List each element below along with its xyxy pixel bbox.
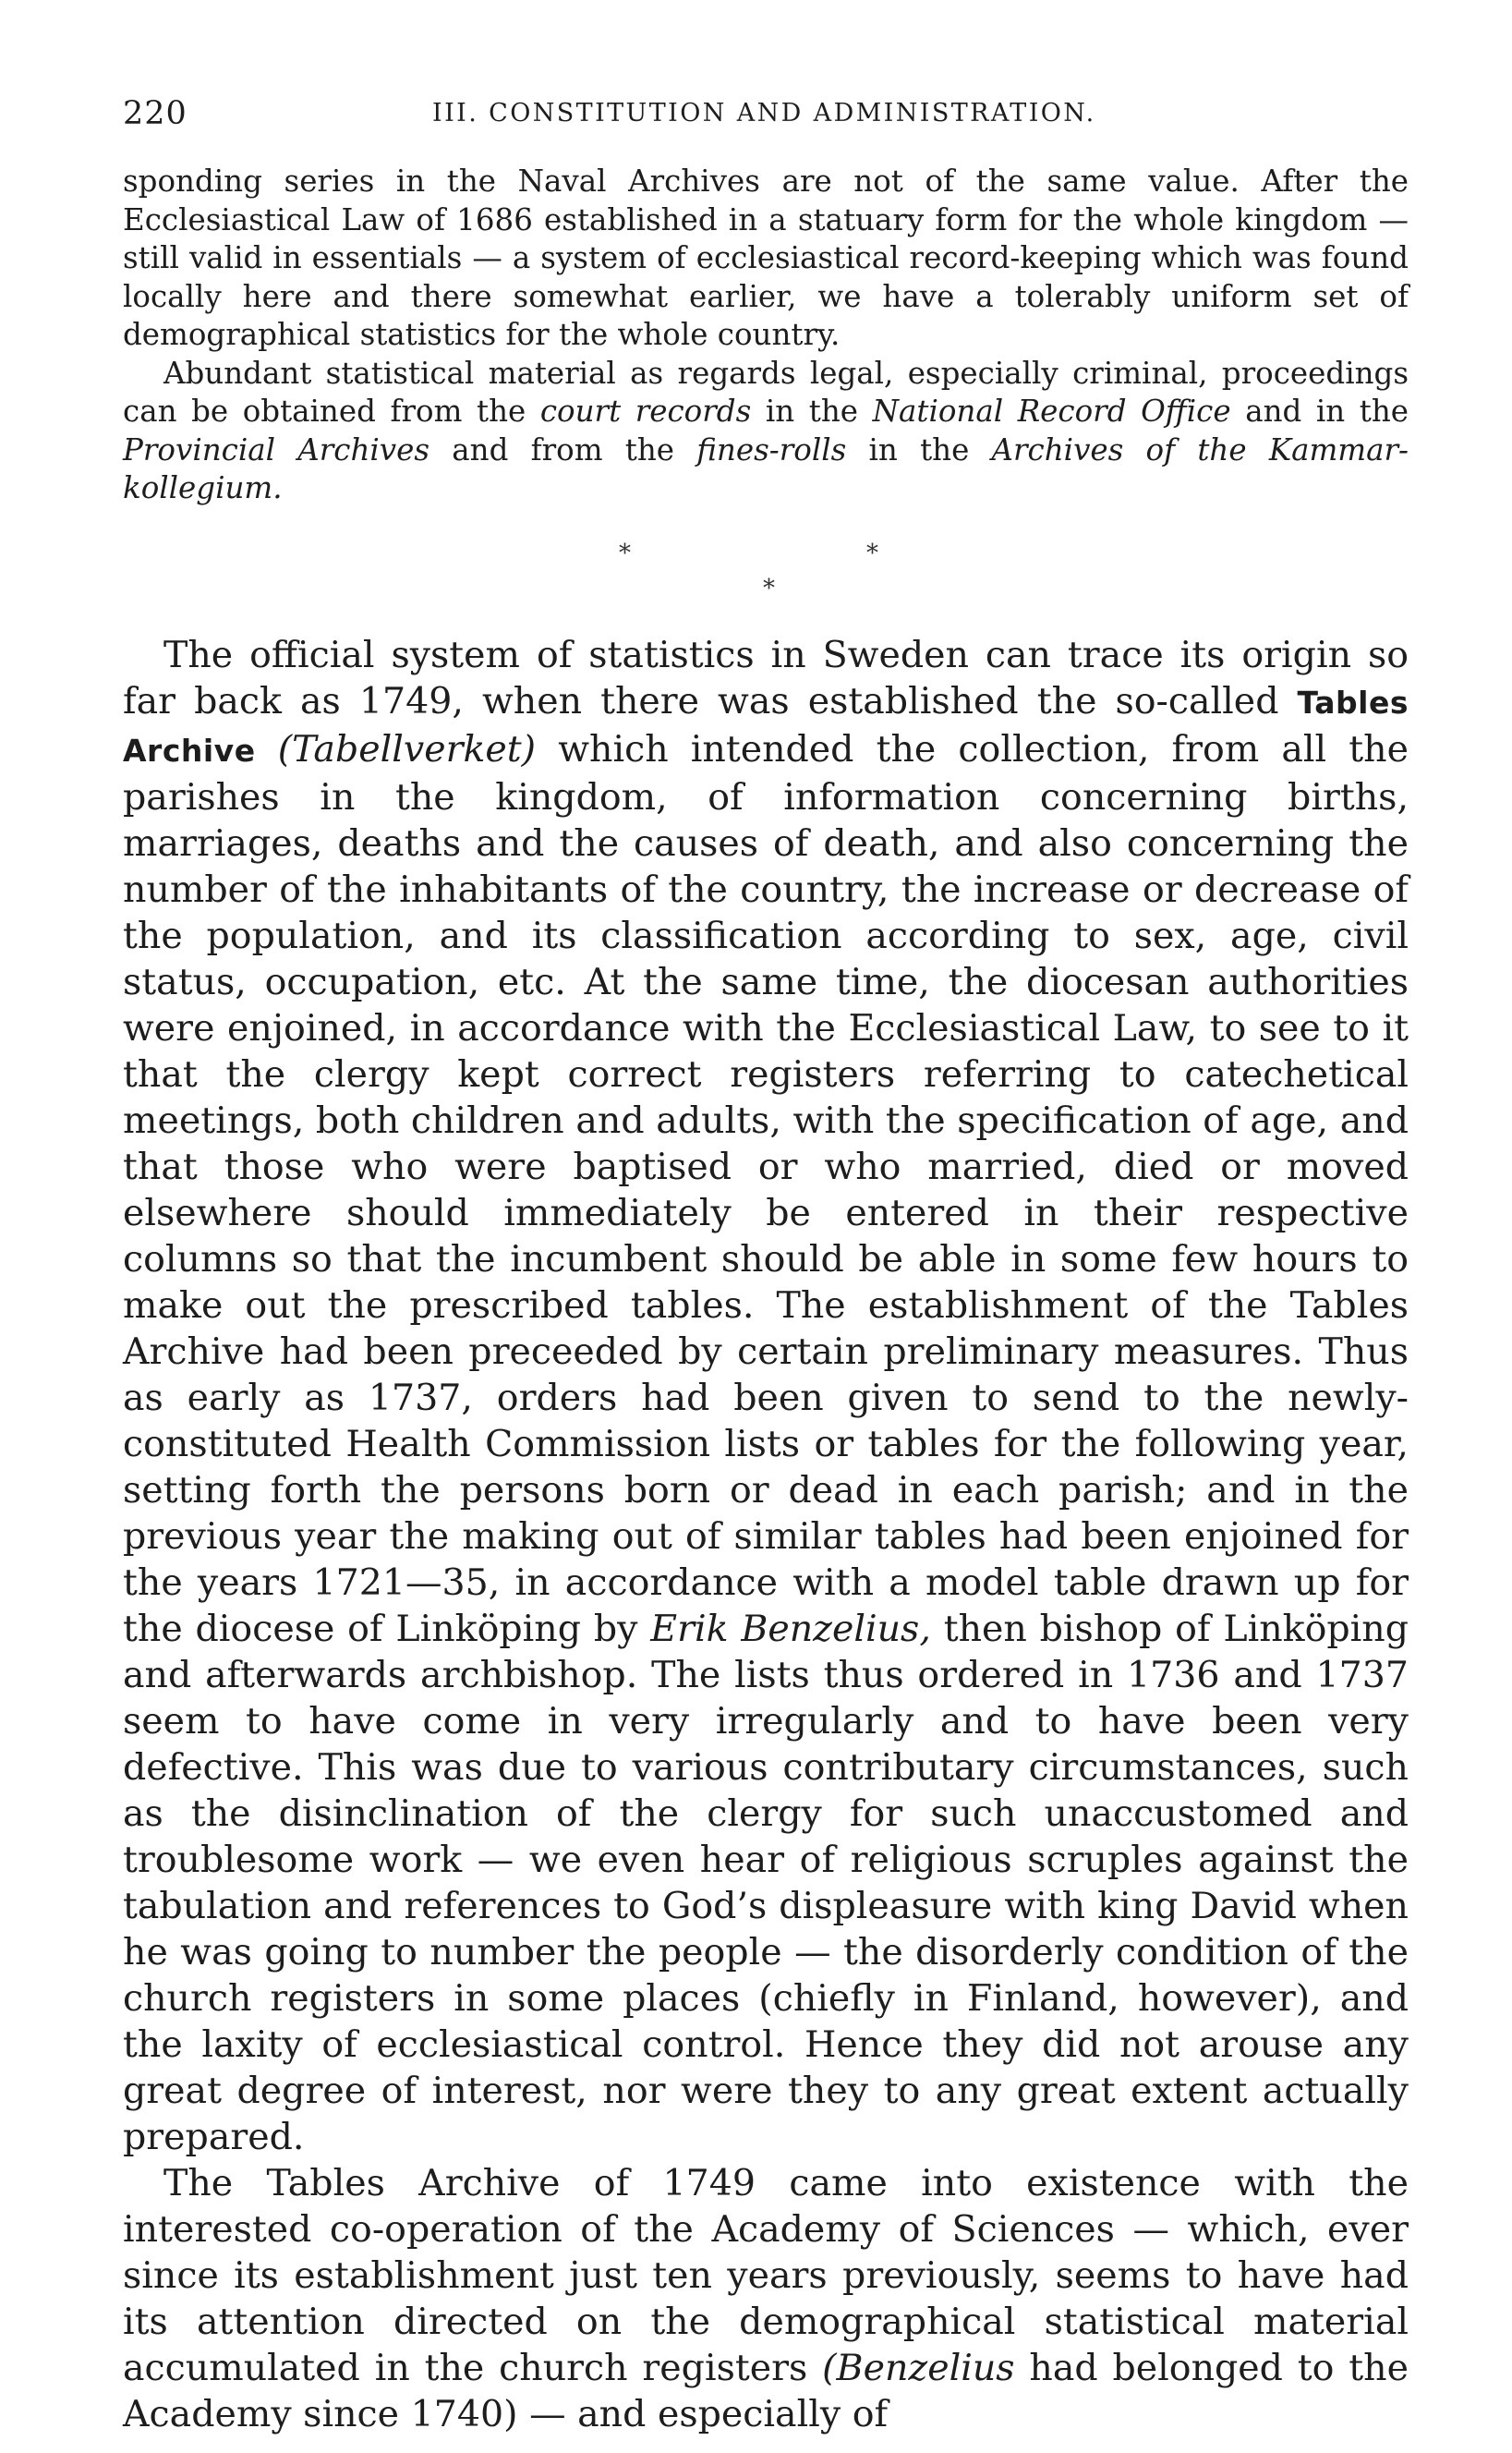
text-run: Abundant statistical material as regards legal, especially criminal, proceedings can be obtained from the bbox=[123, 355, 1409, 429]
italic-fines-rolls: fines-rolls bbox=[696, 431, 847, 468]
text-run: then bishop of Linköping and afterwards archbishop. The lists thus ordered in 1736 and 1737 seem to have come in very irregularly and to have been very defective. This was due to various contributary circumstances, such as the disinclination of the clergy for such unaccustomed and troublesome work — we even hear of religious scruples against the tabulation and references to God’s displeasure with king David when he was going to number the people — the disorderly condition of the church registers in some places (chiefly in Finland, however), and the laxity of ecclesiastical control. Hence they did not arouse any great degree of interest, nor were they to any great extent actually prepared. bbox=[123, 1608, 1409, 2158]
paragraph-court-records bbox=[123, 355, 1409, 508]
page-number: 220 bbox=[123, 95, 187, 132]
italic-erik-benzelius: Erik Benzelius, bbox=[650, 1608, 931, 1650]
small-print-section bbox=[123, 163, 1409, 508]
bold-tables-archive: Tables Archive bbox=[123, 685, 1409, 769]
italic-kammarkollegium: Archives of the Kammarkollegium. bbox=[123, 431, 1409, 505]
italic-national-record-office: National Record Office bbox=[872, 394, 1231, 429]
paragraph-official-statistics bbox=[123, 632, 1409, 2160]
italic-court-records: court records bbox=[539, 394, 752, 429]
paragraph-naval-archives: sponding series in the Naval Archives are not of the same value. After the Ecclesiastical Law of 1686 established in a statuary form for the whole kingdom — still valid in essentials — a system of ecclesiastical record-keeping which was found locally here and there somewhat earlier, we have a tolerably uniform set of demographical statistics for the whole country. bbox=[123, 164, 1409, 352]
paragraph-tables-archive-1749 bbox=[123, 2160, 1409, 2437]
asterisk-bottom: * bbox=[763, 575, 775, 602]
section-break-asterism bbox=[0, 540, 1512, 602]
main-text-section bbox=[123, 632, 1409, 2437]
text-run: in the bbox=[751, 394, 873, 429]
text-run: and from the bbox=[429, 431, 697, 468]
text-run: and in the bbox=[1230, 394, 1409, 429]
italic-benzelius: (Benzelius bbox=[822, 2347, 1015, 2389]
text-run: had belonged to the Academy since 1740) — and especially of bbox=[123, 2347, 1409, 2435]
asterisk-right: * bbox=[866, 540, 878, 567]
text-run: The Tables Archive of 1749 came into existence with the interested co-operation of the Academy of Sciences — which, ever since its establishment just ten years previously, seems to have had its attention directed on the demographical statistical material accumulated in the church registers bbox=[123, 2162, 1409, 2389]
italic-provincial-archives: Provincial Archives bbox=[123, 431, 430, 468]
text-run: The official system of statistics in Sweden can trace its origin so far back as 1749, when there was established the so-called bbox=[123, 634, 1409, 723]
running-head bbox=[123, 91, 1409, 137]
text-run bbox=[256, 728, 278, 771]
chapter-title: III. CONSTITUTION AND ADMINISTRATION. bbox=[432, 99, 1096, 128]
text-run: in the bbox=[846, 431, 992, 468]
asterisk-left: * bbox=[619, 540, 631, 567]
text-run: which intended the collection, from all the parishes in the kingdom, of information concerning births, marriages, deaths and the causes of death, and also concerning the number of the inhabitants of the country, the increase or decrease of the population, and its classification according to sex, age, civil status, occupation, etc. At the same time, the diocesan authorities were enjoined, in accordance with the Ecclesiastical Law, to see to it that the clergy kept correct registers referring to catechetical meetings, both children and adults, with the specification of age, and that those who were baptised or who married, died or moved elsewhere should immediately be entered in their respective columns so that the incumbent should be able in some few hours to make out the prescribed tables. The establishment of the Tables Archive had been preceeded by certain preliminary measures. Thus as early as 1737, orders had been given to send to the newly-constituted Health Commission lists or tables for the following year, setting forth the persons born or dead in each parish; and in the previous year the making out of similar tables had been enjoined for the years 1721—35, in accordance with a model table drawn up for the diocese of Linköping by bbox=[123, 728, 1409, 1650]
italic-tabellverket: (Tabellverket) bbox=[277, 728, 537, 771]
